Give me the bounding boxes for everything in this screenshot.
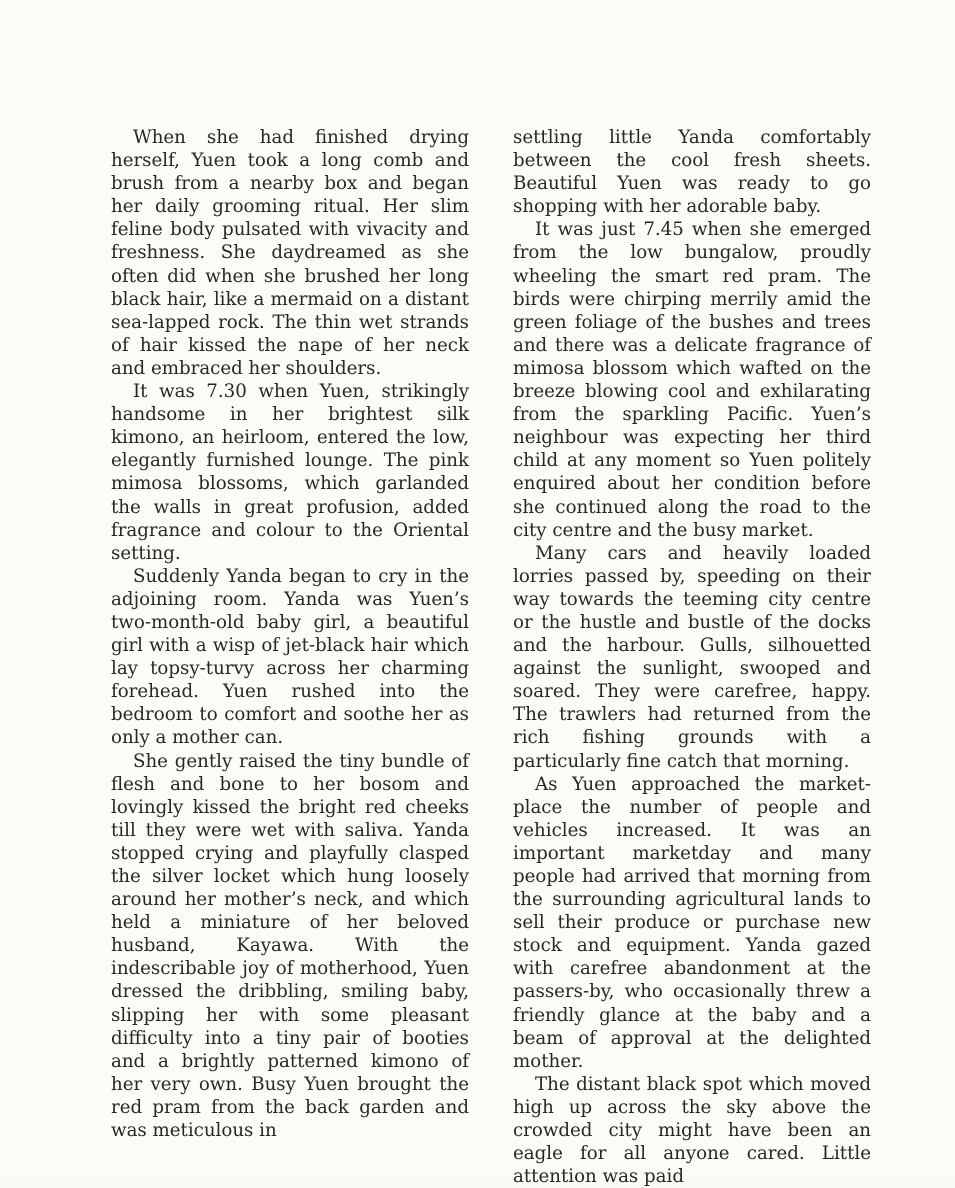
paragraph: The distant black spot which moved high up across the sky above the crowded city might have been an eagle for all anyone cared. Little attention was paid [513,1073,871,1188]
paragraph: It was 7.30 when Yuen, strikingly handsome in her brightest silk kimono, an heirloom, entered the low, elegantly furnished lounge. The pink mimosa blossoms, which garlanded the walls in great profusion, added fragrance and colour to the Oriental setting. [111,381,469,564]
paragraph: Suddenly Yanda began to cry in the adjoining room. Yanda was Yuen’s two-month-old baby girl, a beautiful girl with a wisp of jet-black hair which lay topsy-turvy across her charming forehead. Yuen rushed into the bedroom to comfort and soothe her as only a mother can. [111,565,469,749]
paragraph: As Yuen approached the market-place the number of people and vehicles increased. It was an important marketday and many people had arrived that morning from the surrounding agricultural lands to sell their produce or purchase new stock and equipment. Yanda gazed with carefree abandonment at the passers-by, who occasionally threw a friendly glance at the baby and a beam of approval at the delighted mother. [513,773,871,1072]
paragraph: When she had finished drying herself, Yuen took a long comb and brush from a nearby box and began her daily grooming ritual. Her slim feline body pulsated with vivacity and freshness. She daydreamed as she often did when she brushed her long black hair, like a mermaid on a distant sea-lapped rock. The thin wet strands of hair kissed the nape of her neck and embraced her shoulders. [111,127,469,379]
paragraph-continued: settling little Yanda comfortably between the cool fresh sheets. Beautiful Yuen was ready to go shopping with her adorable baby. [513,127,871,218]
right-text-column [513,126,871,1188]
paragraph: Many cars and heavily loaded lorries passed by, speeding on their way towards the teeming city centre or the hustle and bustle of the docks and the harbour. Gulls, silhouetted against the sunlight, swooped and soared. They were carefree, happy. The trawlers had returned from the rich fishing grounds with a particularly fine catch that morning. [513,542,871,772]
paragraph: It was just 7.45 when she emerged from the low bungalow, proudly wheeling the smart red pram. The birds were chirping merrily amid the green foliage of the bushes and trees and there was a delicate fragrance of mimosa blossom which wafted on the breeze blowing cool and exhilarating from the sparkling Pacific. Yuen’s neighbour was expecting her third child at any moment so Yuen politely enquired about her condition before she continued along the road to the city centre and the busy market. [513,219,871,541]
paragraph: She gently raised the tiny bundle of flesh and bone to her bosom and lovingly kissed the bright red cheeks till they were wet with saliva. Yanda stopped crying and playfully clasped the silver locket which hung loosely around her mother’s neck, and which held a miniature of her beloved husband, Kayawa. With the indescribable joy of motherhood, Yuen dressed the dribbling, smiling baby, slipping her with some pleasant difficulty into a tiny pair of booties and a brightly patterned kimono of her very own. Busy Yuen brought the red pram from the back garden and was meticulous in [111,750,469,1142]
left-text-column [111,126,469,1142]
